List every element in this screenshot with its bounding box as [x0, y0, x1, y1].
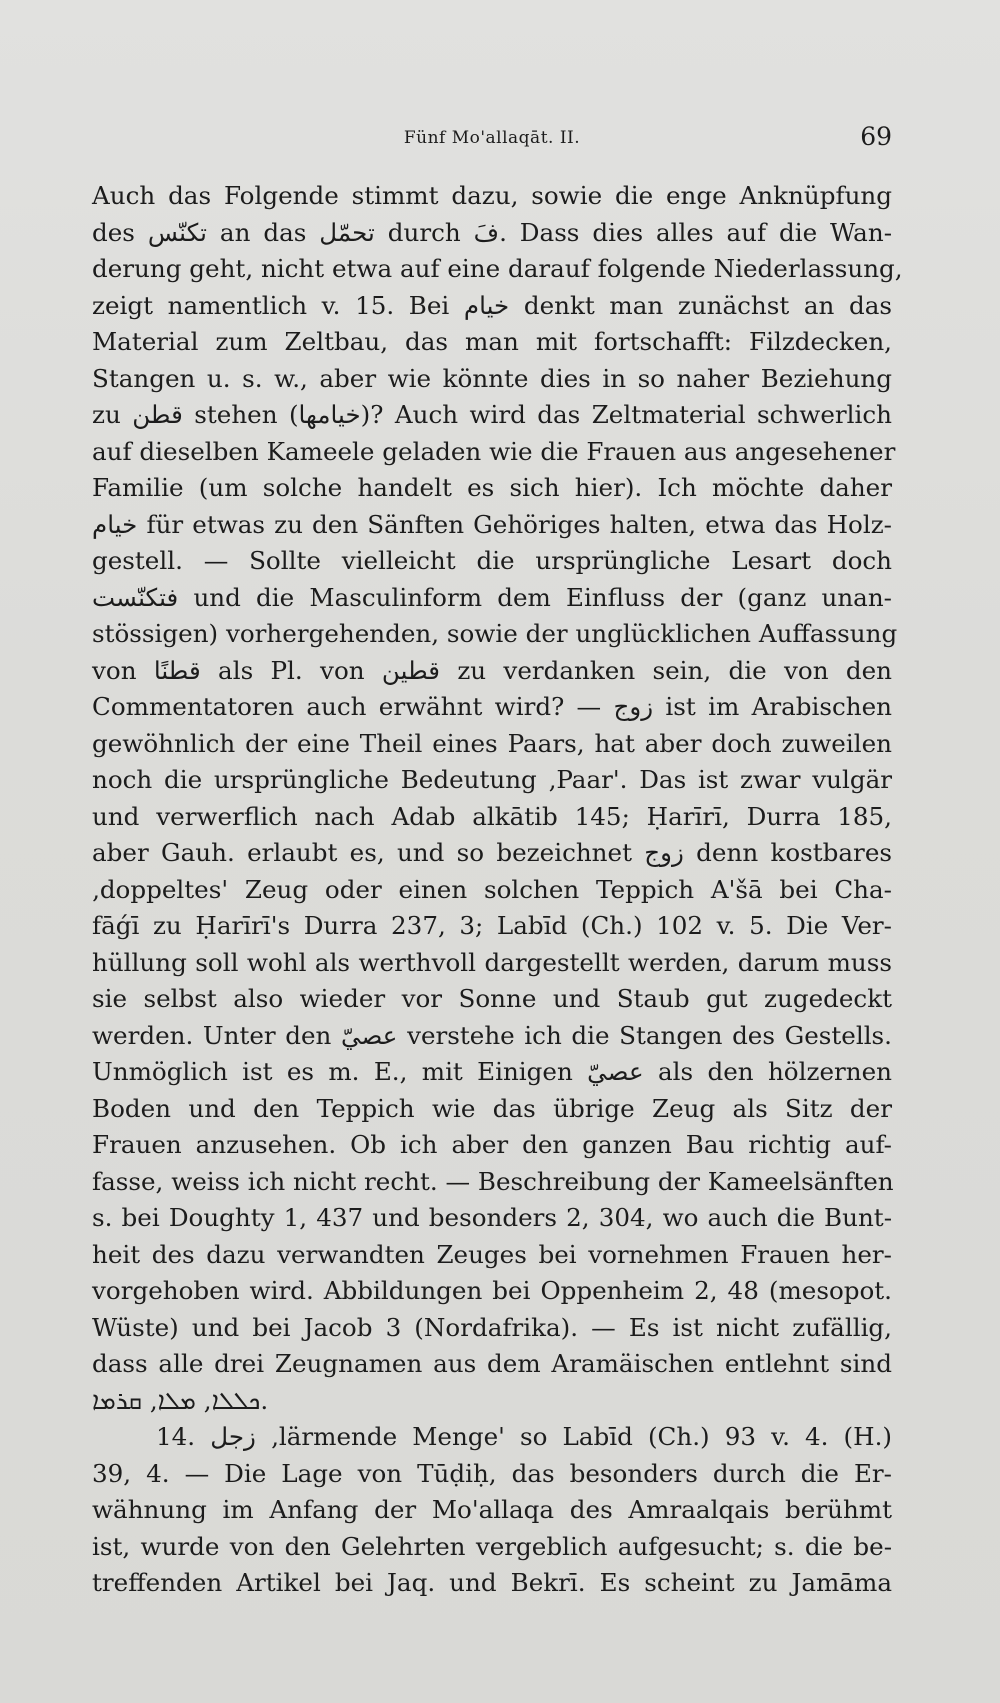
- page-number: 69: [860, 122, 892, 151]
- text-line: fāǵī zu Ḥarīrī's Durra 237, 3; Labīd (Ch.) 102 v. 5. Die Ver-: [92, 911, 892, 940]
- body-text: [92, 178, 903, 1602]
- text-line: stössigen) vorhergehenden, sowie der unglücklichen Auffassung: [92, 619, 898, 648]
- text-line: werden. Unter den عصيّ verstehe ich die Stangen des Gestells.: [92, 1020, 892, 1050]
- running-title: Fünf Mo'allaqāt. II.: [403, 128, 581, 148]
- text-line: ist, wurde von den Gelehrten vergeblich aufgesucht; s. die be-: [92, 1531, 892, 1561]
- text-line: 39, 4. — Die Lage von Tūḍiḥ, das besonders durch die Er-: [92, 1458, 892, 1488]
- text-line: heit des dazu verwandten Zeuges bei vornehmen Frauen her-: [92, 1239, 892, 1269]
- text-line: Familie (um solche handelt es sich hier). Ich möchte daher: [92, 473, 892, 502]
- text-line: خيام für etwas zu den Sänften Gehöriges halten, etwa das Holz-: [92, 509, 892, 539]
- page-header: [92, 122, 892, 156]
- text-line: auf dieselben Kameele geladen wie die Frauen aus angesehener: [92, 436, 896, 466]
- text-line: Wüste) und bei Jacob 3 (Nordafrika). — Es ist nicht zufällig,: [92, 1312, 892, 1342]
- text-line: zeigt namentlich v. 15. Bei خيام denkt man zunächst an das: [92, 290, 893, 320]
- text-line: des تكنّس an das تحمّل durch فَ. Dass dies alles auf die Wan-: [92, 217, 892, 247]
- text-line: treffenden Artikel bei Jaq. und Bekrī. Es scheint zu Jamāma: [92, 1568, 892, 1597]
- text-line: Auch das Folgende stimmt dazu, sowie die enge Anknüpfung: [92, 181, 892, 210]
- text-line: wähnung im Anfang der Mo'allaqa des Amraalqais berühmt: [92, 1495, 892, 1524]
- text-line: Stangen u. s. w., aber wie könnte dies in so naher Beziehung: [92, 363, 892, 393]
- text-line: und verwerflich nach Adab alkātib 145; Ḥarīrī, Durra 185,: [92, 801, 892, 831]
- text-line: dass alle drei Zeugnamen aus dem Aramäischen entlehnt sind: [92, 1349, 892, 1378]
- text-line: gestell. — Sollte vielleicht die ursprüngliche Lesart doch: [92, 546, 892, 575]
- text-line: Commentatoren auch erwähnt wird? — زوج ist im Arabischen: [92, 692, 892, 721]
- text-line: zu قطن stehen (خيامها)? Auch wird das Zeltmaterial schwerlich: [92, 400, 892, 429]
- text-line: فتكنّست und die Masculinform dem Einfluss der (ganz unan-: [92, 582, 892, 612]
- text-line: aber Gauh. erlaubt es, und so bezeichnet زوج denn kostbares: [92, 838, 892, 867]
- text-line: s. bei Doughty 1, 437 und besonders 2, 304, wo auch die Bunt-: [92, 1203, 892, 1232]
- text-line: sie selbst also wieder vor Sonne und Staub gut zugedeckt: [92, 984, 892, 1013]
- text-line: Frauen anzusehen. Ob ich aber den ganzen Bau richtig auf-: [92, 1130, 892, 1159]
- text-line: Boden und den Teppich wie das übrige Zeug als Sitz der: [92, 1093, 892, 1123]
- text-line: noch die ursprüngliche Bedeutung ‚Paar'. Das ist zwar vulgär: [92, 765, 892, 794]
- text-line: ‚doppeltes' Zeug oder einen solchen Teppich A'šā bei Cha-: [92, 874, 892, 904]
- text-line: derung geht, nicht etwa auf eine darauf folgende Niederlassung,: [92, 254, 903, 283]
- text-line: fasse, weiss ich nicht recht. — Beschreibung der Kameelsänften: [92, 1166, 894, 1196]
- text-line: hüllung soll wohl als werthvoll dargestellt werden, darum muss: [92, 947, 892, 977]
- text-line: vorgehoben wird. Abbildungen bei Oppenheim 2, 48 (mesopot.: [92, 1276, 892, 1305]
- text-line: Material zum Zeltbau, das man mit fortschafft: Filzdecken,: [92, 327, 892, 356]
- text-line: von قطنًا als Pl. von قطين zu verdanken sein, die von den: [92, 655, 892, 685]
- text-line: gewöhnlich der eine Theil eines Paars, hat aber doch zuweilen: [92, 728, 892, 758]
- text-line: 14. زجل ‚lärmende Menge' so Labīd (Ch.) 93 v. 4. (H.): [156, 1422, 892, 1451]
- text-line: ܟܠܠܐ, ܡܠܐ, ܩܪܡܐ.: [92, 1385, 269, 1415]
- text-line: Unmöglich ist es m. E., mit Einigen عصيّ als den hölzernen: [92, 1057, 892, 1086]
